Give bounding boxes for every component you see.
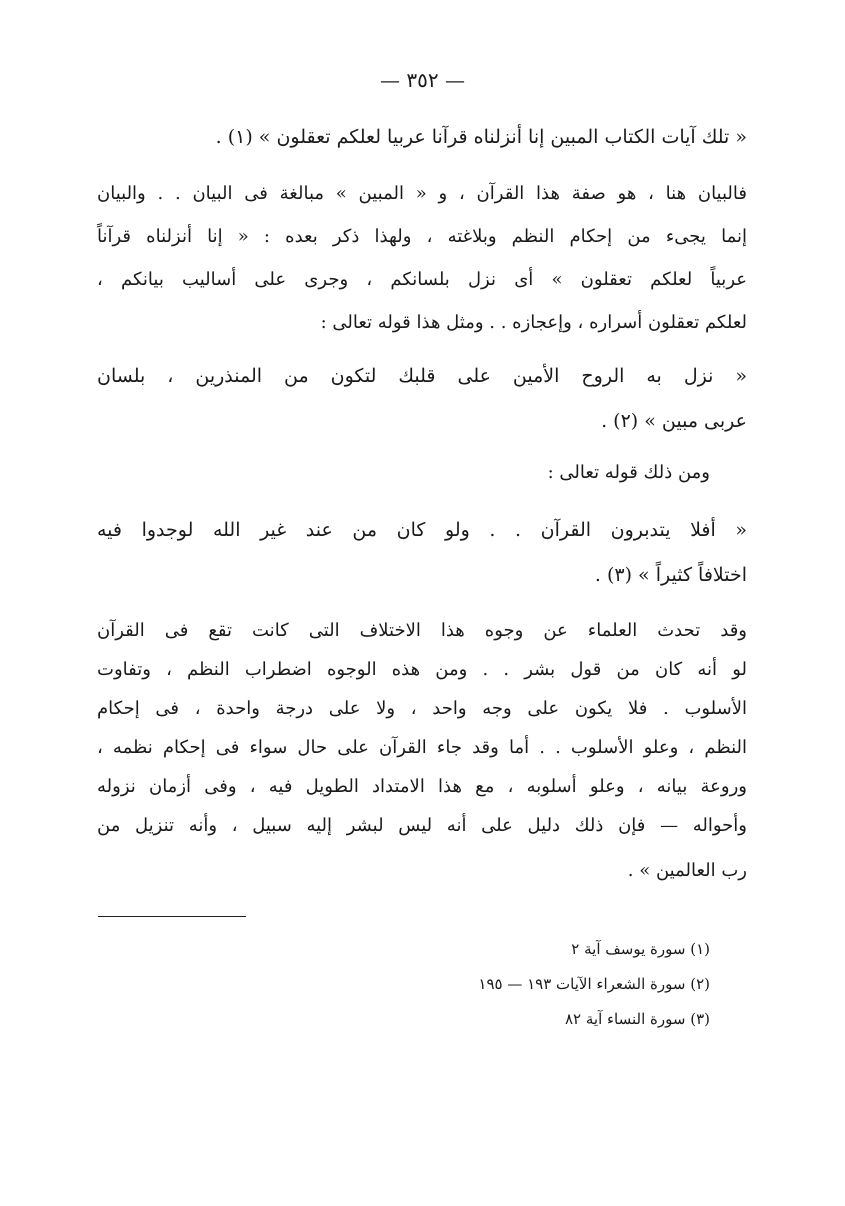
paragraph-2-line-6: وأحواله — فإن ذلك دليل على أنه ليس لبشر إليه سبيل ، وأنه تنزيل من	[97, 815, 747, 836]
footnote-separator	[98, 916, 246, 917]
paragraph-2-line-5: وروعة بيانه ، وعلو أسلوبه ، مع هذا الامتداد الطويل فيه ، وفى أزمان نزوله	[97, 776, 747, 797]
paragraph-2-line-1: وقد تحدث العلماء عن وجوه هذا الاختلاف التى كانت تقع فى القرآن	[97, 620, 747, 641]
paragraph-1-line-2: إنما يجىء من إحكام النظم وبلاغته ، ولهذا ذكر بعده : « إنا أنزلناه قرآناً	[97, 226, 747, 247]
paragraph-1-line-1: فالبيان هنا ، هو صفة هذا القرآن ، و « المبين » مبالغة فى البيان . . والبيان	[97, 183, 747, 204]
page-number: — ٣٥٢ —	[380, 68, 465, 92]
verse-1: « تلك آيات الكتاب المبين إنا أنزلناه قرآنا عربيا لعلكم تعقلون » (١) .	[215, 126, 747, 148]
verse-2-line-2: عربى مبين » (٢) .	[601, 410, 747, 432]
verse-3-line-2: اختلافاً كثيراً » (٣) .	[594, 564, 747, 586]
verse-3-intro: ومن ذلك قوله تعالى :	[547, 462, 710, 483]
paragraph-2-line-4: النظم ، وعلو الأسلوب . . أما وقد جاء القرآن على حال سواء فى إحكام نظمه ،	[97, 737, 747, 758]
paragraph-2-line-7: رب العالمين » .	[627, 860, 747, 881]
paragraph-1-line-4: لعلكم تعقلون أسراره ، وإعجازه . . ومثل هذا قوله تعالى :	[320, 312, 747, 333]
footnote-3: (٣) سورة النساء آية ٨٢	[564, 1010, 710, 1028]
paragraph-2-line-2: لو أنه كان من قول بشر . . ومن هذه الوجوه اضطراب النظم ، وتفاوت	[97, 659, 747, 680]
footnote-2: (٢) سورة الشعراء الآيات ١٩٣ — ١٩٥	[478, 975, 710, 993]
verse-3-line-1: « أفلا يتدبرون القرآن . . ولو كان من عند غير الله لوجدوا فيه	[97, 519, 747, 541]
footnote-1: (١) سورة يوسف آية ٢	[571, 940, 710, 958]
verse-2-line-1: « نزل به الروح الأمين على قلبك لتكون من المنذرين ، بلسان	[97, 365, 747, 387]
paragraph-1-line-3: عربياً لعلكم تعقلون » أى نزل بلسانكم ، وجرى على أساليب بيانكم ،	[97, 269, 747, 290]
paragraph-2-line-3: الأسلوب . فلا يكون على وجه واحد ، ولا على درجة واحدة ، فى إحكام	[97, 698, 747, 719]
